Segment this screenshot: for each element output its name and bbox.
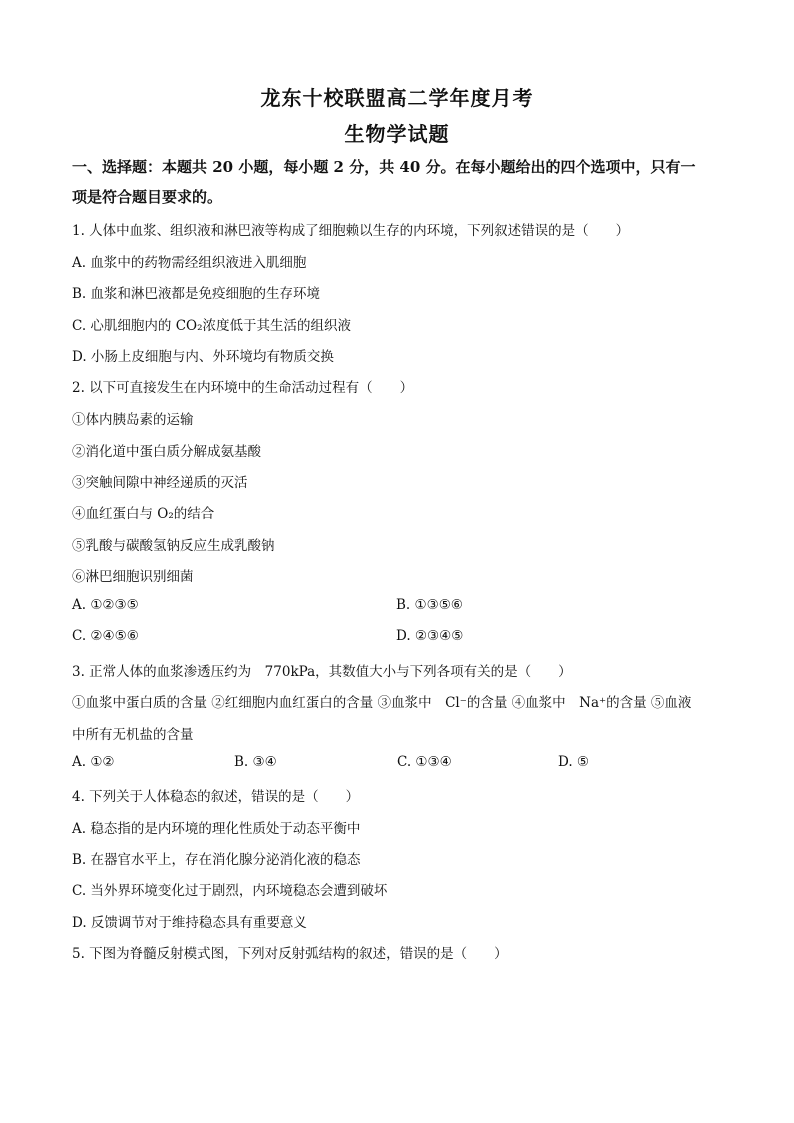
question-2-item-3: ③突触间隙中神经递质的灭活 xyxy=(72,475,248,491)
question-3-option-d: D. ⑤ xyxy=(558,754,590,770)
question-2-stem: 2. 以下可直接发生在内环境中的生命活动过程有（ ） xyxy=(72,380,414,396)
question-5-stem: 5. 下图为脊髓反射模式图，下列对反射弧结构的叙述，错误的是（ ） xyxy=(72,946,508,962)
question-3-option-a: A. ①② xyxy=(72,754,115,770)
question-4-option-b: B. 在器官水平上，存在消化腺分泌消化液的稳态 xyxy=(72,852,361,868)
section-instructions-line2: 项是符合题目要求的。 xyxy=(72,188,223,206)
question-4-option-c: C. 当外界环境变化过于剧烈，内环境稳态会遭到破坏 xyxy=(72,883,388,899)
question-4-option-a: A. 稳态指的是内环境的理化性质处于动态平衡中 xyxy=(72,821,361,837)
question-2-option-d: D. ②③④⑤ xyxy=(396,628,464,644)
question-1-option-b: B. 血浆和淋巴液都是免疫细胞的生存环境 xyxy=(72,286,321,302)
question-2-option-c: C. ②④⑤⑥ xyxy=(72,628,139,644)
question-4-option-d: D. 反馈调节对于维持稳态具有重要意义 xyxy=(72,915,307,931)
question-3-stem: 3. 正常人体的血浆渗透压约为 770kPa，其数值大小与下列各项有关的是（ ） xyxy=(72,664,572,680)
question-2-option-b: B. ①③⑤⑥ xyxy=(396,597,463,613)
question-2-item-6: ⑥淋巴细胞识别细菌 xyxy=(72,569,194,585)
question-1-stem: 1. 人体中血浆、组织液和淋巴液等构成了细胞赖以生存的内环境，下列叙述错误的是（ ） xyxy=(72,223,630,239)
question-2-item-4: ④血红蛋白与 O₂的结合 xyxy=(72,506,215,522)
section-instructions-line1: 一、选择题：本题共 20 小题，每小题 2 分，共 40 分。在每小题给出的四个选项中，只有一 xyxy=(72,158,696,176)
question-3-option-c: C. ①③④ xyxy=(397,754,452,770)
question-3-items-line2: 中所有无机盐的含量 xyxy=(72,727,194,743)
question-1-option-a: A. 血浆中的药物需经组织液进入肌细胞 xyxy=(72,255,307,271)
page-title: 龙东十校联盟高二学年度月考 xyxy=(260,86,534,110)
question-3-items-line1: ①血浆中蛋白质的含量 ②红细胞内血红蛋白的含量 ③血浆中 Cl⁻的含量 ④血浆中 Na⁺的含量 ⑤血液 xyxy=(72,695,692,711)
question-2-option-a: A. ①②③⑤ xyxy=(72,597,139,613)
question-2-item-1: ①体内胰岛素的运输 xyxy=(72,412,194,428)
page-subtitle: 生物学试题 xyxy=(344,122,450,146)
question-3-option-b: B. ③④ xyxy=(234,754,277,770)
question-2-item-2: ②消化道中蛋白质分解成氨基酸 xyxy=(72,444,261,460)
question-1-option-d: D. 小肠上皮细胞与内、外环境均有物质交换 xyxy=(72,349,334,365)
question-1-option-c: C. 心肌细胞内的 CO₂浓度低于其生活的组织液 xyxy=(72,318,352,334)
question-2-item-5: ⑤乳酸与碳酸氢钠反应生成乳酸钠 xyxy=(72,538,275,554)
question-4-stem: 4. 下列关于人体稳态的叙述，错误的是（ ） xyxy=(72,789,360,805)
